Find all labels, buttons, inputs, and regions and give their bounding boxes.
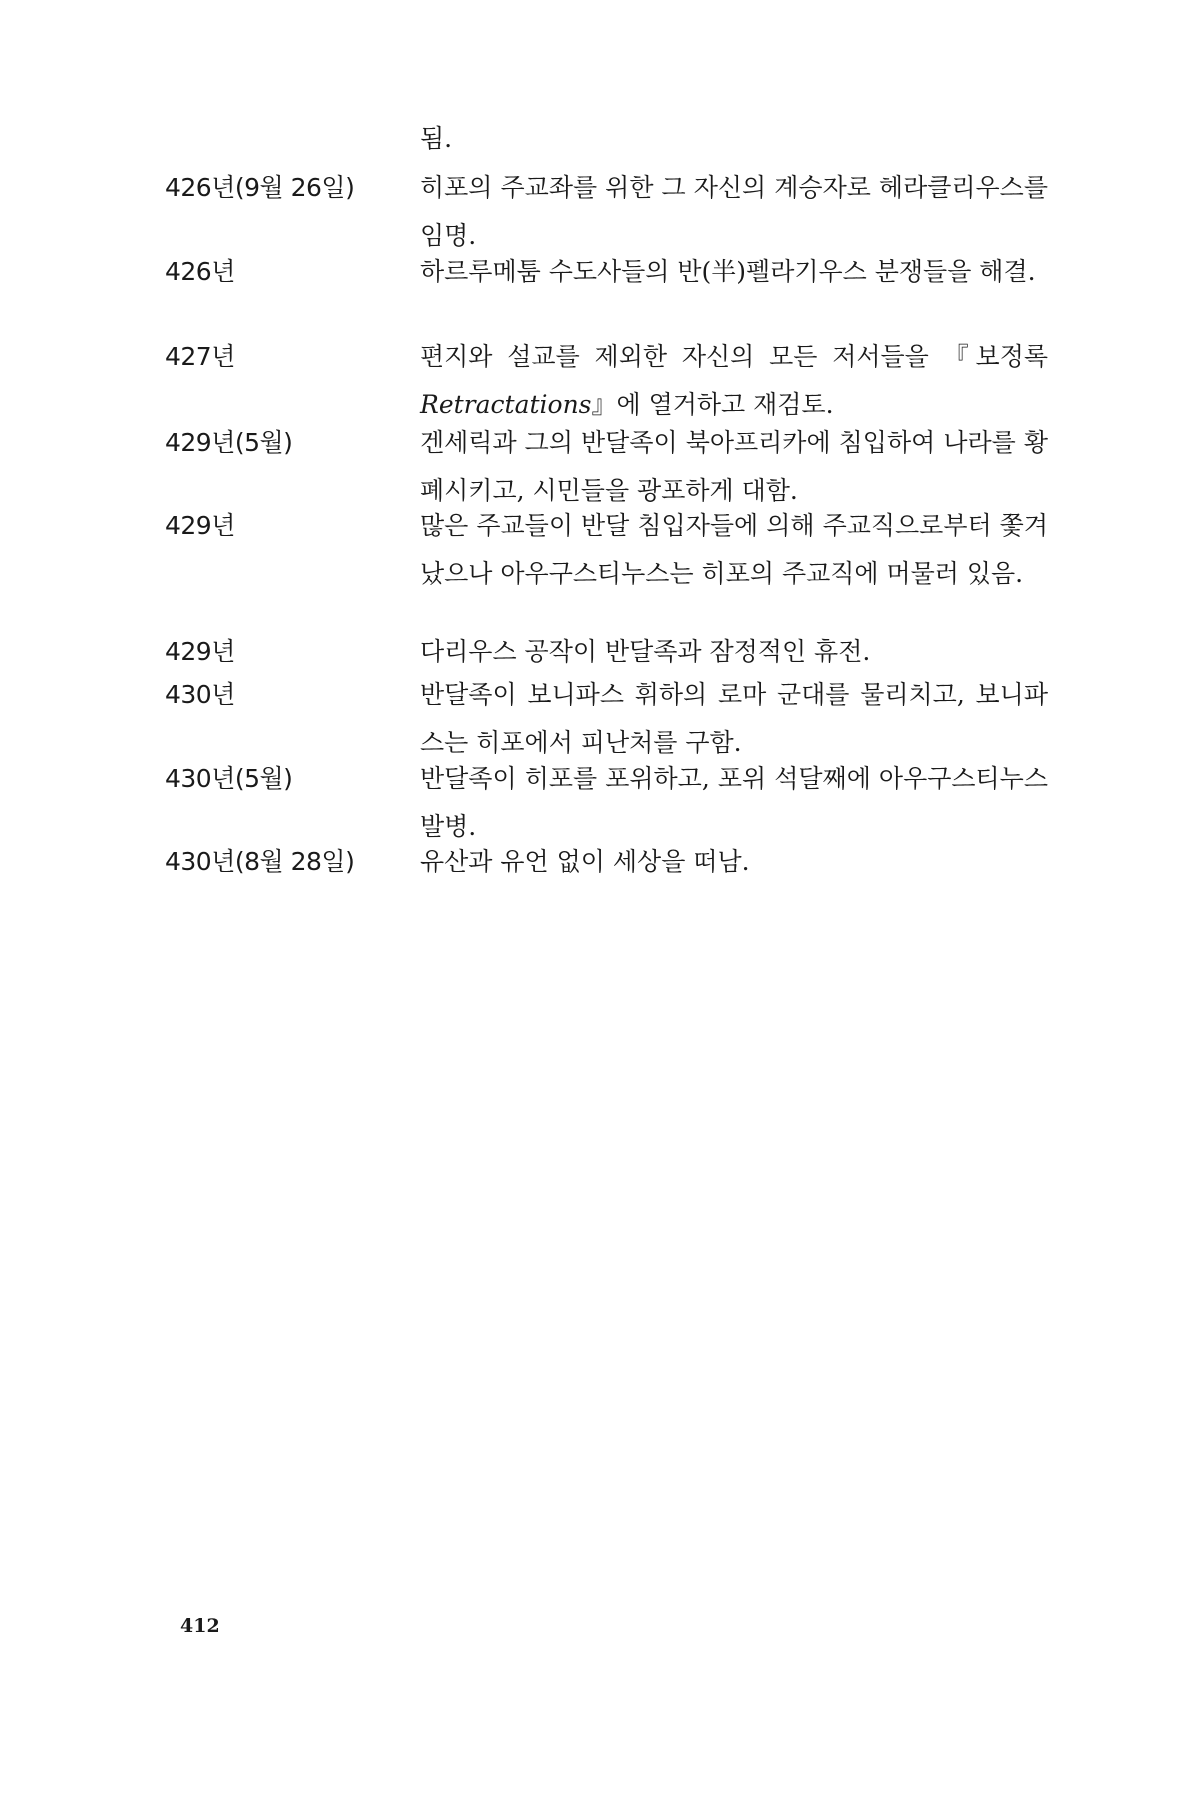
entry-description [420, 333, 1048, 429]
entry-date: 429년(5월) [165, 428, 293, 457]
entry-description: 됨. [420, 124, 453, 153]
entry-description: 반달족이 히포를 포위하고, 포위 석달째에 아우구스티누스 발병. [420, 764, 1048, 841]
entry-date: 430년(5월) [165, 764, 293, 793]
entry-date: 430년(8월 28일) [165, 847, 355, 876]
book-title-latin: Retractations [420, 390, 592, 419]
entry-description: 다리우스 공작이 반달족과 잠정적인 휴전. [420, 637, 871, 666]
entry-date: 429년 [165, 637, 235, 666]
entry-description: 히포의 주교좌를 위한 그 자신의 계승자로 헤라클리우스를 임명. [420, 173, 1048, 250]
page-number: 412 [180, 1615, 220, 1637]
entry-description-text: 편지와 설교를 제외한 자신의 모든 저서들을 『보정록 [420, 342, 1048, 371]
entry-date: 429년 [165, 511, 235, 540]
entry-date: 426년 [165, 257, 235, 286]
entry-description: 반달족이 보니파스 휘하의 로마 군대를 물리치고, 보니파스는 히포에서 피난처를 구함. [420, 680, 1048, 757]
entry-description: 하르루메툼 수도사들의 반(半)펠라기우스 분쟁들을 해결. [420, 257, 1036, 286]
entry-description: 많은 주교들이 반달 침입자들에 의해 주교직으로부터 쫓겨났으나 아우구스티누스는 히포의 주교직에 머물러 있음. [420, 511, 1048, 588]
entry-description: 유산과 유언 없이 세상을 떠남. [420, 847, 750, 876]
entry-date: 426년(9월 26일) [165, 173, 355, 202]
entry-date: 427년 [165, 342, 235, 371]
entry-date: 430년 [165, 680, 235, 709]
entry-description-text: 』에 열거하고 재검토. [591, 390, 834, 419]
entry-description: 겐세릭과 그의 반달족이 북아프리카에 침입하여 나라를 황폐시키고, 시민들을 광포하게 대함. [420, 428, 1048, 505]
